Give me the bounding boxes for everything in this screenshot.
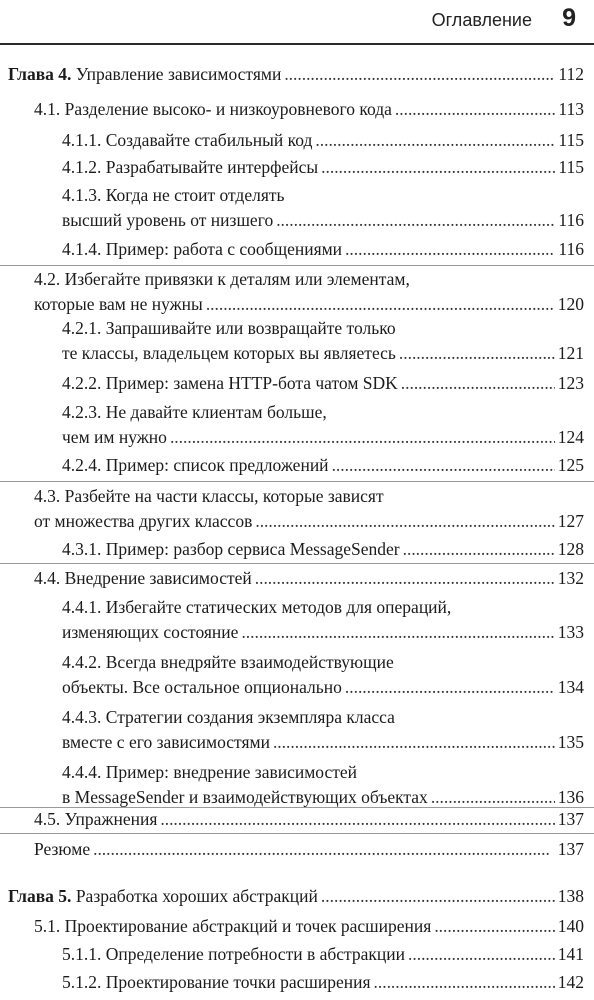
- toc-chapter-5[interactable]: [8, 884, 584, 909]
- entry-title-line1: Разбейте на части классы, которые зависят: [64, 486, 384, 506]
- entry-page: 115: [558, 130, 584, 150]
- entry-page: 125: [557, 455, 584, 475]
- running-header-title: Оглавление: [431, 10, 532, 30]
- toc-section-4-2[interactable]: [34, 267, 584, 317]
- dot-leader: [206, 292, 555, 317]
- dot-leader: [273, 730, 555, 755]
- entry-title-line1: Стратегии создания экземпляра класса: [105, 707, 395, 727]
- dot-leader: [276, 208, 555, 233]
- entry-title-line2: в MessageSender и взаимодействующих объектах: [62, 787, 428, 807]
- entry-title-line2: вместе с его зависимостями: [62, 732, 270, 752]
- entry-title: Пример: разбор сервиса MessageSender: [105, 539, 400, 559]
- toc-subsection-4-4-3[interactable]: [62, 705, 584, 755]
- dot-leader: [315, 128, 555, 153]
- entry-page: 123: [557, 373, 584, 393]
- entry-page: 134: [557, 677, 584, 697]
- entry-title: Определение потребности в абстракции: [105, 944, 406, 964]
- entry-title: Управление зависимостями: [75, 64, 282, 84]
- entry-page: 124: [557, 427, 584, 447]
- dot-leader: [332, 453, 555, 478]
- section-number: 4.4.2.: [62, 652, 102, 672]
- entry-title: Резюме: [34, 839, 91, 859]
- section-number: 4.2.: [34, 269, 61, 289]
- entry-title-line2: те классы, владельцем которых вы являетесь: [62, 343, 396, 363]
- entry-page: 116: [558, 239, 584, 259]
- entry-title-line2: изменяющих состояние: [62, 622, 239, 642]
- dot-leader: [399, 341, 555, 366]
- toc-subsection-4-3-1[interactable]: [62, 537, 584, 562]
- entry-title: Упражнения: [64, 809, 158, 829]
- entry-page: 113: [558, 99, 584, 119]
- header-rule: [0, 43, 594, 45]
- chapter-label: Глава 5.: [8, 886, 72, 906]
- toc-subsection-5-1-2[interactable]: [62, 970, 584, 995]
- toc-subsection-4-1-4[interactable]: [62, 237, 584, 262]
- entry-title-line1: Избегайте привязки к деталям или элементам,: [64, 269, 410, 289]
- dot-leader: [170, 425, 555, 450]
- section-number: 4.1.: [34, 99, 61, 119]
- toc-subsection-4-2-4[interactable]: [62, 453, 584, 478]
- toc-subsection-4-4-2[interactable]: [62, 650, 584, 700]
- section-number: 4.5.: [34, 809, 61, 829]
- section-number: 4.2.2.: [62, 373, 102, 393]
- section-number: 4.4.: [34, 568, 61, 588]
- dot-leader: [403, 537, 555, 562]
- dot-leader: [345, 237, 555, 262]
- entry-page: 140: [557, 916, 584, 936]
- entry-page: 121: [557, 343, 584, 363]
- entry-title: Проектирование точки расширения: [105, 972, 371, 992]
- section-number: 5.1.1.: [62, 944, 102, 964]
- dot-leader: [93, 837, 555, 862]
- entry-page: 127: [557, 511, 584, 531]
- entry-title: Внедрение зависимостей: [64, 568, 252, 588]
- section-divider: [0, 265, 594, 266]
- section-divider: [0, 481, 594, 482]
- entry-title-line2: от множества других классов: [34, 511, 253, 531]
- toc-subsection-4-4-1[interactable]: [62, 595, 584, 645]
- toc-section-4-1[interactable]: [34, 97, 584, 122]
- dot-leader: [284, 62, 555, 87]
- section-number: 4.1.2.: [62, 157, 102, 177]
- entry-page: 115: [558, 157, 584, 177]
- dot-leader: [395, 97, 556, 122]
- toc-section-5-1[interactable]: [34, 914, 584, 939]
- entry-title: Пример: замена HTTP-бота чатом SDK: [105, 373, 398, 393]
- entry-page: 138: [557, 886, 584, 906]
- section-divider: [0, 563, 594, 564]
- toc-summary[interactable]: [34, 837, 584, 862]
- entry-page: 132: [557, 568, 584, 588]
- entry-page: 135: [557, 732, 584, 752]
- entry-title-line2: высший уровень от низшего: [62, 210, 274, 230]
- entry-title-line1: Всегда внедряйте взаимодействующие: [105, 652, 394, 672]
- toc-section-4-3[interactable]: [34, 484, 584, 534]
- toc-section-4-5[interactable]: [34, 807, 584, 832]
- dot-leader: [255, 566, 555, 591]
- running-header: [0, 0, 594, 44]
- entry-page: 137: [557, 809, 584, 829]
- entry-page: 116: [558, 210, 584, 230]
- dot-leader: [160, 807, 554, 832]
- entry-page: 120: [557, 294, 584, 314]
- dot-leader: [321, 884, 555, 909]
- entry-title: Разделение высоко- и низкоуровневого кода: [64, 99, 392, 119]
- section-number: 4.1.4.: [62, 239, 102, 259]
- dot-leader: [374, 970, 555, 995]
- toc-subsection-4-1-2[interactable]: [62, 155, 584, 180]
- toc-subsection-4-1-1[interactable]: [62, 128, 584, 153]
- entry-title-line2: которые вам не нужны: [34, 294, 203, 314]
- dot-leader: [321, 155, 555, 180]
- section-number: 4.4.1.: [62, 597, 102, 617]
- section-number: 4.4.3.: [62, 707, 102, 727]
- entry-page: 141: [557, 944, 584, 964]
- section-number: 4.2.1.: [62, 318, 102, 338]
- toc-subsection-4-2-3[interactable]: [62, 400, 584, 450]
- entry-title-line1: Не давайте клиентам больше,: [105, 402, 327, 422]
- entry-title: Пример: работа с сообщениями: [105, 239, 343, 259]
- toc-subsection-4-4-4[interactable]: [62, 760, 584, 810]
- section-number: 4.1.1.: [62, 130, 102, 150]
- entry-page: 133: [557, 622, 584, 642]
- dot-leader: [255, 509, 554, 534]
- entry-title: Разрабатывайте интерфейсы: [105, 157, 319, 177]
- section-number: 4.1.3.: [62, 185, 102, 205]
- entry-page: 128: [557, 539, 584, 559]
- entry-title-line1: Когда не стоит отделять: [105, 185, 285, 205]
- entry-title-line2: объекты. Все остальное опционально: [62, 677, 342, 697]
- entry-title-line1: Пример: внедрение зависимостей: [105, 762, 358, 782]
- toc-subsection-4-2-2[interactable]: [62, 371, 584, 396]
- section-number: 4.2.4.: [62, 455, 102, 475]
- entry-page: 112: [558, 64, 584, 84]
- entry-page: 136: [557, 787, 584, 807]
- dot-leader: [241, 620, 554, 645]
- entry-title: Создавайте стабильный код: [105, 130, 313, 150]
- toc-subsection-4-1-3[interactable]: [62, 183, 584, 233]
- entry-title-line1: Запрашивайте или возвращайте только: [105, 318, 396, 338]
- entry-title: Разработка хороших абстракций: [75, 886, 318, 906]
- dot-leader: [408, 942, 555, 967]
- section-number: 4.3.1.: [62, 539, 102, 559]
- dot-leader: [345, 675, 555, 700]
- section-number: 4.4.4.: [62, 762, 102, 782]
- toc-chapter-4[interactable]: [8, 62, 584, 87]
- page-number: 9: [562, 4, 576, 32]
- entry-title-line2: чем им нужно: [62, 427, 167, 447]
- toc-subsection-5-1-1[interactable]: [62, 942, 584, 967]
- entry-title-line1: Избегайте статических методов для операций,: [105, 597, 452, 617]
- section-number: 5.1.: [34, 916, 61, 936]
- dot-leader: [401, 371, 555, 396]
- entry-page: 137: [557, 839, 584, 859]
- entry-title: Проектирование абстракций и точек расширения: [64, 916, 432, 936]
- section-number: 5.1.2.: [62, 972, 102, 992]
- section-divider: [0, 833, 594, 834]
- chapter-label: Глава 4.: [8, 64, 72, 84]
- entry-page: 142: [557, 972, 584, 992]
- section-number: 4.2.3.: [62, 402, 102, 422]
- toc-section-4-4[interactable]: [34, 566, 584, 591]
- dot-leader: [434, 914, 554, 939]
- toc-subsection-4-2-1[interactable]: [62, 316, 584, 366]
- section-number: 4.3.: [34, 486, 61, 506]
- entry-title: Пример: список предложений: [105, 455, 329, 475]
